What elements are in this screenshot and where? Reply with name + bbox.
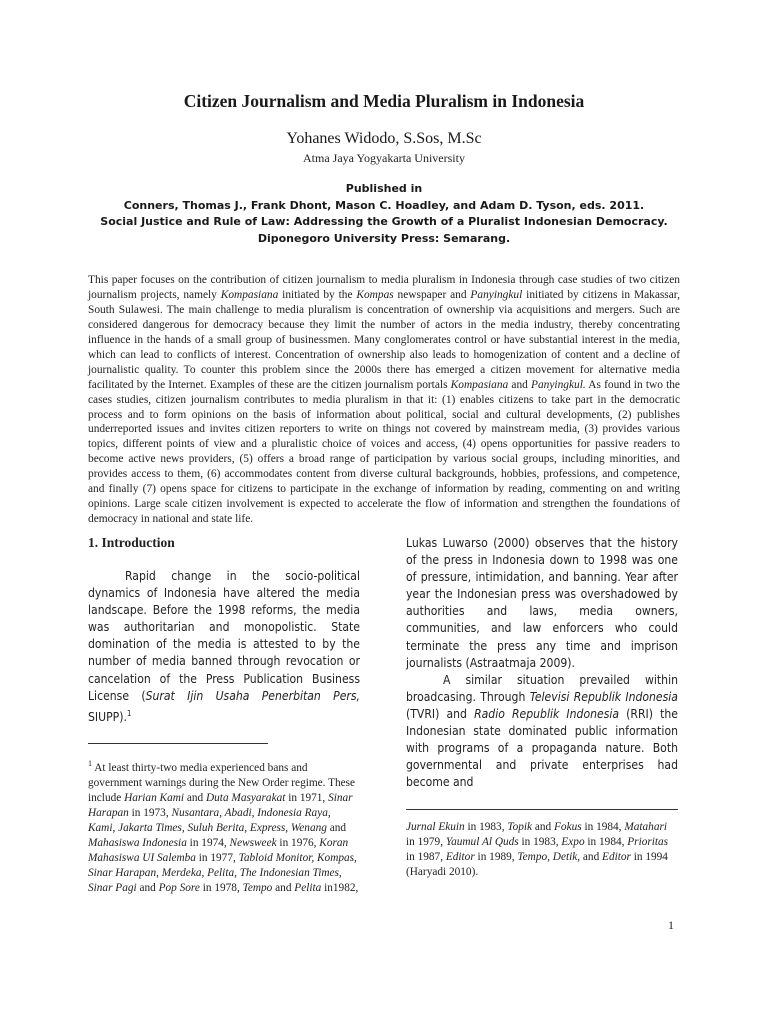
footnote-italic: Tabloid Monitor, Kompas, Sinar Harapan, Merdeka, Pelita, The Indonesian Times, Sinar Pagi [88,851,357,894]
footnote-text: in 1984, [581,821,625,834]
footnote-text: in 1973, [128,806,172,819]
footnote-italic: Jurnal Ekuin [406,821,465,834]
body-text: A similar situation prevailed within broadcasing. Through [406,672,678,704]
body-text: (TVRI) and [406,706,475,721]
introduction-paragraph [88,568,360,726]
footnote-text: and [184,791,206,804]
footnote-1 [88,756,360,896]
footnote-text: and [272,881,295,894]
abstract-text: This paper focuses on the contribution of citizen journalism to media pluralism in Indonesia through case studies of two citizen journalism projects, namely [88,274,680,302]
right-column [406,535,678,880]
publication-heading: Published in [345,182,423,195]
footnote-italic: Editor [445,851,475,864]
footnote-italic: Tempo, Detik, [517,851,581,864]
footnote-italic: Harian Kami [124,791,185,804]
abstract-italic: Kompasiana [450,378,509,391]
abstract-text: initiated by citizens in Makassar, South Sulawesi. The main challenge to media pluralism is concentration of ownership via acquisitions and mergers. Such are considered dangerous for democracy because they limit the number of actors in the media industry, thereby concentrating influence in the hands of a small group of businessmen. Many conglomerates control or have substantial interest in the media, which can lead to conflicts of interest. Concentration of ownership also leads to homogenization of content and a decline of journalistic quality. To counter this problem since the 2000s there has emerged a citizen movement for alternative media facilitated by the Internet. Examples of these are the citizen journalism portals [88,289,680,391]
footnote-italic: Prioritas [627,836,669,849]
abstract-italic: Panyingkul. [531,378,586,391]
footnote-text: and [326,821,347,834]
footnote-text: in 1983, [518,836,562,849]
page-number: 1 [668,918,674,932]
footnote-continuation [406,820,678,880]
publication-editors: Conners, Thomas J., Frank Dhont, Mason C. Hoadley, and Adam D. Tyson, eds. 2011. [123,198,645,212]
paper-title: Citizen Journalism and Media Pluralism in Indonesia [183,91,585,111]
footnote-number: 1 [88,758,92,768]
abstract [88,273,680,526]
footnote-text: in 1971, [285,791,329,804]
abstract-italic: Panyingkul [470,289,523,302]
body-text: (RRI) the Indonesian state dominated public information with programs of a propaganda nature. Both governmental and private enterprises had become and [406,706,678,790]
abstract-text: initiated by the [278,289,357,302]
footnote-italic: Duta Masyarakat [206,791,286,804]
body-paragraph [406,672,678,792]
footnote-italic: Nusantara, Abadi, Indonesia Raya, Kami, Jakarta Times, Suluh Berita, Express, Wenang [88,806,331,834]
footnote-text: in 1983, [464,821,508,834]
publication-press: Diponegoro University Press: Semarang. [257,231,511,245]
footnote-divider [88,743,268,744]
publication-book-title: Social Justice and Rule of Law: Addressing the Growth of a Pluralist Indonesian Democracy. [100,215,668,228]
footnote-italic: Mahasiswa Indonesia [88,836,187,849]
author-affiliation: Atma Jaya Yogyakarta University [303,151,465,165]
footnote-reference[interactable]: 1 [126,708,132,718]
footnote-text: in 1979, [406,836,446,849]
footnote-italic: Pelita [294,881,322,894]
footnote-italic: Koran Mahasiswa UI Salemba [88,836,349,864]
footnote-text: and [532,821,555,834]
footnote-text: in 1976, [276,836,320,849]
footnote-italic: Topik [507,821,533,834]
body-italic: Televisi Republik Indonesia [529,689,678,704]
footnote-text: in 1977, [195,851,239,864]
footnote-text: in 1987, [406,851,446,864]
footnote-italic: Sinar Harapan [88,791,353,819]
footnote-italic: Fokus [554,821,582,834]
abstract-text: newspaper and [393,289,471,302]
footnote-text: and [580,851,603,864]
publication-info [0,181,768,247]
abstract-text: As found in two the cases studies, citizen journalism contributes to media pluralism in that it: (1) enables citizens to take part in the democratic process and to form opinions on the basis of information about political, social and cultural developments, (2) publishes underreported issues and invites citizen reporters to write on things not covered by mainstream media, (3) provides various topics, different points of view and a pluralistic choice of voices and access, (4) opens opportunities for passive readers to become active news providers, (5) offers a broad range of participation by various social groups, including minorities, and provides access to them, (6) accommodates content from diverse cultural backgrounds, hobbies, professions, and competence, and finally (7) opens space for citizens to participate in the exchange of information by reading, commenting on and writing opinions. Large scale citizen involvement is expected to accelerate the flow of information and strengthen the foundations of democracy in national and state life. [88,378,680,525]
abstract-italic: Kompas [356,289,394,302]
footnote-divider [406,809,678,810]
footnote-italic: Editor [602,851,631,864]
body-text: SIUPP). [88,709,127,724]
footnote-text: in 1984, [584,836,628,849]
abstract-text: and [508,378,532,391]
footnote-text: in 1989, [474,851,518,864]
footnote-italic: Tempo [242,881,273,894]
body-italic: Surat Ijin Usaha Penerbitan Pers, [145,688,360,703]
body-italic: Radio Republik Indonesia [474,706,620,721]
footnote-text: in1982, [321,881,359,894]
abstract-italic: Kompasiana [220,289,279,302]
author-name: Yohanes Widodo, S.Sos, M.Sc [286,130,482,147]
footnote-text: At least thirty-two media experienced bans and government warnings during the New Order regime. These include [88,761,356,804]
footnote-text: and [136,881,159,894]
footnote-text: in 1978, [199,881,243,894]
footnote-italic: Matahari [624,821,668,834]
footnote-text: in 1974, [186,836,230,849]
footnote-italic: Pop Sore [158,881,200,894]
body-paragraph: Lukas Luwarso (2000) observes that the history of the press in Indonesia down to 1998 was one of pressure, intimidation, and banning. Year after year the Indonesian press was overshadowed by authorities and laws, media owners, communities, and law enforcers who could terminate the press any time and imprison journalists (Astraatmaja 2009). [406,536,678,670]
footnote-text: in 1994 (Haryadi 2010). [406,851,668,879]
left-column [88,535,360,896]
body-text: Rapid change in the socio-political dynamics of Indonesia have altered the media landscape. Before the 1998 reforms, the media was authoritarian and monopolistic. State domination of the media is attested to by the number of media banned through revocation or cancelation of the Press Publication Business License ( [88,569,360,703]
footnote-italic: Yaumul Al Quds [445,836,519,849]
footnote-italic: Newsweek [229,836,277,849]
section-heading-introduction: 1. Introduction [88,535,175,550]
footnote-italic: Expo [561,836,585,849]
